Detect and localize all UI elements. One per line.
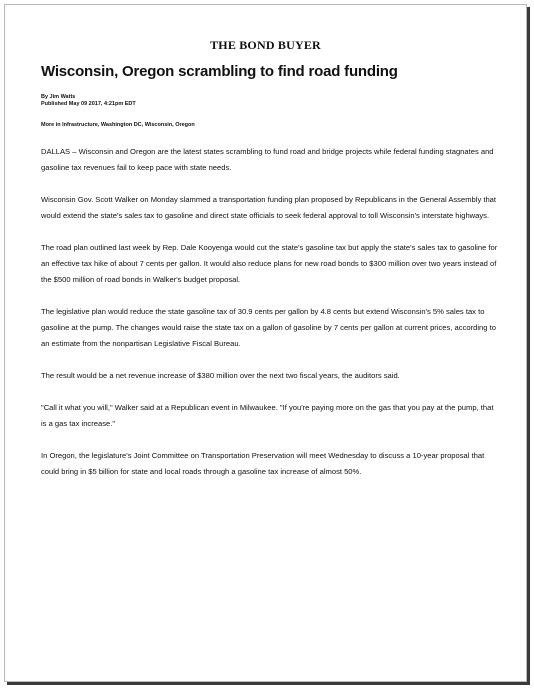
article-published-date: Published May 09 2017, 4:21pm EDT: [41, 101, 136, 107]
article-paragraph: The result would be a net revenue increase of $380 million over the next two fiscal years, the auditors said.: [41, 371, 400, 380]
article-body: [41, 144, 501, 496]
article-paragraph: In Oregon, the legislature's Joint Committee on Transportation Preservation will meet Wednesday to discuss a 10-year proposal that could bring in $5 billion for state and local roads through a gasoline tax increase of almost 50%.: [41, 451, 485, 476]
article-paragraph: The road plan outlined last week by Rep. Dale Kooyenga would cut the state's gasoline tax but apply the state's sales tax to gasoline for an effective tax hike of about 7 cents per gallon. It would also reduce plans for new road bonds to $300 million over two years instead of the $500 million of road bonds in Walker's budget proposal.: [41, 243, 498, 284]
article-paragraph: DALLAS – Wisconsin and Oregon are the latest states scrambling to fund road and bridge projects while federal funding stagnates and gasoline tax revenues fail to keep pace with state needs.: [41, 147, 494, 172]
document-page: [4, 4, 527, 682]
article-paragraph: The legislative plan would reduce the state gasoline tax of 30.9 cents per gallon by 4.8 cents but extend Wisconsin's 5% sales tax to gasoline at the pump. The changes would raise the state tax on a gallon of gasoline by 7 cents per gallon at current prices, according to an estimate from the nonpartisan Legislative Fiscal Bureau.: [41, 307, 496, 348]
publication-masthead: THE BOND BUYER: [210, 38, 321, 52]
article-paragraph: "Call it what you will," Walker said at a Republican event in Milwaukee. "If you're paying more on the gas that you pay at the pump, that is a gas tax increase.": [41, 403, 494, 428]
article-topics: More in Infrastructure, Washington DC, Wisconsin, Oregon: [41, 122, 195, 128]
article-byline: By Jim Watts: [41, 94, 76, 100]
article-paragraph: Wisconsin Gov. Scott Walker on Monday slammed a transportation funding plan proposed by Republicans in the General Assembly that would extend the state's sales tax to gasoline and direct state officials to seek federal approval to toll Wisconsin's interstate highways.: [41, 195, 497, 220]
article-headline: Wisconsin, Oregon scrambling to find road funding: [41, 63, 398, 80]
